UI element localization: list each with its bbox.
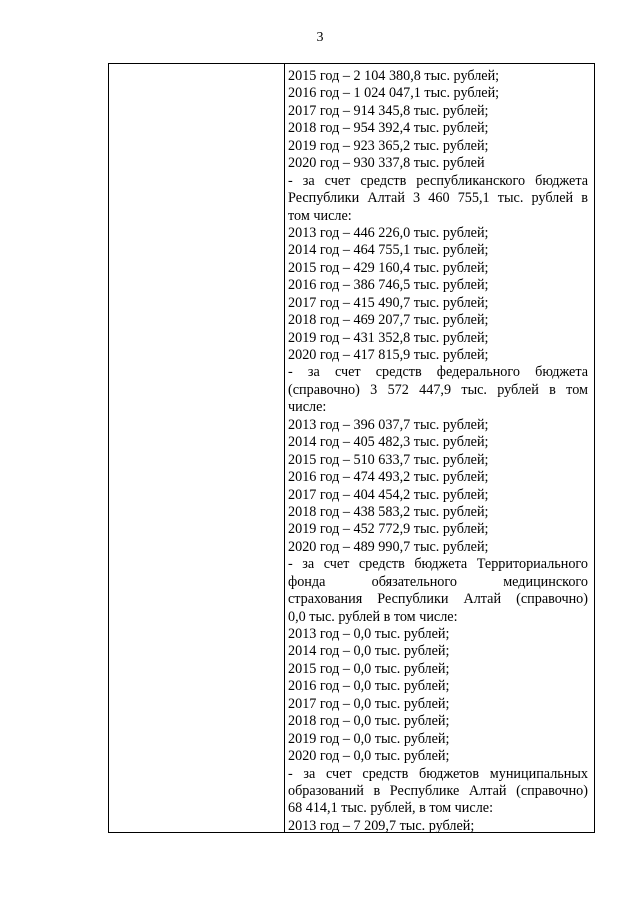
text-line: 2015 год – 429 160,4 тыс. рублей; [288, 259, 489, 276]
text-line: 68 414,1 тыс. рублей, в том числе: [288, 800, 494, 817]
text-line: 0,0 тыс. рублей в том числе: [288, 608, 458, 625]
text-line: 2014 год – 464 755,1 тыс. рублей; [288, 242, 489, 259]
text-line: - за счет средств бюджета Территориального [288, 556, 588, 573]
text-line: 2017 год – 0,0 тыс. рублей; [288, 695, 450, 712]
text-line: 2016 год – 386 746,5 тыс. рублей; [288, 277, 489, 294]
text-line: 2016 год – 0,0 тыс. рублей; [288, 678, 450, 695]
text-line: 2019 год – 0,0 тыс. рублей; [288, 730, 450, 747]
text-line: 2019 год – 452 772,9 тыс. рублей; [288, 521, 489, 538]
text-line: том числе: [288, 207, 352, 224]
text-line: 2013 год – 446 226,0 тыс. рублей; [288, 224, 489, 241]
text-line: фонда обязательного медицинского [288, 573, 588, 590]
text-line: 2015 год – 0,0 тыс. рублей; [288, 660, 450, 677]
text-line: образований в Республике Алтай (справочно) [288, 782, 588, 799]
text-line: 2015 год – 510 633,7 тыс. рублей; [288, 451, 489, 468]
text-line: - за счет средств бюджетов муниципальных [288, 765, 588, 782]
text-line: 2017 год – 404 454,2 тыс. рублей; [288, 486, 489, 503]
table-right-cell [285, 64, 594, 832]
text-line: 2020 год – 489 990,7 тыс. рублей; [288, 538, 489, 555]
text-line: - за счет средств республиканского бюджета [288, 172, 588, 189]
text-line: 2015 год – 2 104 380,8 тыс. рублей; [288, 68, 500, 84]
text-line: 2016 год – 1 024 047,1 тыс. рублей; [288, 85, 500, 102]
text-line: 2018 год – 438 583,2 тыс. рублей; [288, 503, 489, 520]
text-line: 2018 год – 954 392,4 тыс. рублей; [288, 120, 489, 137]
text-line: 2014 год – 0,0 тыс. рублей; [288, 643, 450, 660]
text-line: 2020 год – 0,0 тыс. рублей; [288, 748, 450, 765]
text-line: 2017 год – 415 490,7 тыс. рублей; [288, 294, 489, 311]
text-line: 2014 год – 405 482,3 тыс. рублей; [288, 434, 489, 451]
table-left-cell [109, 64, 285, 832]
text-line: 2020 год – 417 815,9 тыс. рублей; [288, 347, 489, 363]
text-line: Республики Алтай 3 460 755,1 тыс. рублей в [288, 190, 588, 207]
text-line: 2017 год – 914 345,8 тыс. рублей; [288, 102, 489, 119]
text-line: 2020 год – 930 337,8 тыс. рублей [288, 155, 485, 172]
text-line: 2019 год – 431 352,8 тыс. рублей; [288, 329, 489, 346]
text-line: 2013 год – 396 037,7 тыс. рублей; [288, 416, 489, 433]
page-number: 3 [316, 30, 324, 45]
text-line: страхования Республики Алтай (справочно) [288, 591, 588, 608]
funding-table [108, 63, 595, 833]
text-line: 2013 год – 0,0 тыс. рублей; [288, 626, 450, 642]
text-line: (справочно) 3 572 447,9 тыс. рублей в том [288, 381, 588, 398]
text-line: 2018 год – 0,0 тыс. рублей; [288, 713, 450, 730]
text-line: числе: [288, 399, 327, 416]
text-line: 2013 год – 7 209,7 тыс. рублей; [288, 817, 475, 834]
text-line: - за счет средств федерального бюджета [288, 364, 588, 381]
text-line: 2016 год – 474 493,2 тыс. рублей; [288, 469, 489, 486]
text-line: 2019 год – 923 365,2 тыс. рублей; [288, 137, 489, 154]
text-line: 2018 год – 469 207,7 тыс. рублей; [288, 312, 489, 329]
